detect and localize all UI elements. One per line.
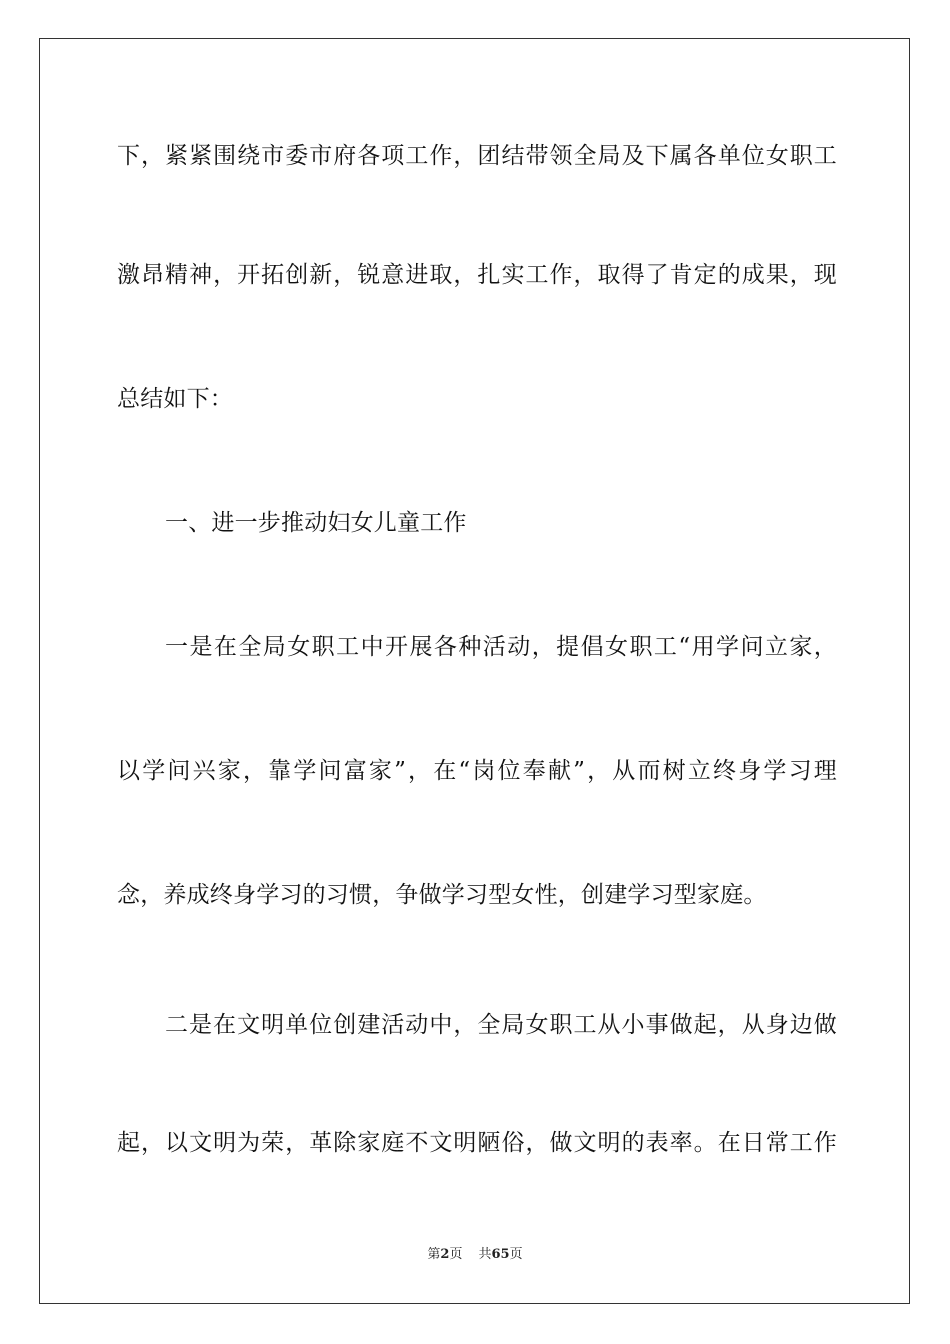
- section-heading: 一、进一步推动妇女儿童工作: [165, 510, 467, 536]
- page-border: [39, 38, 910, 1304]
- body-text-line-6: 以学问兴家，靠学问富家”，在“岗位奉献”，从而树立终身学习理: [117, 758, 837, 784]
- page-footer: [0, 1246, 950, 1264]
- body-text-line-8: 二是在文明单位创建活动中，全局女职工从小事做起，从身边做: [165, 1012, 837, 1038]
- body-text-line-2: 激昂精神，开拓创新，锐意进取，扎实工作，取得了肯定的成果，现: [117, 262, 837, 288]
- footer-total-suffix: 页: [509, 1247, 523, 1262]
- footer-page-prefix: 第: [427, 1247, 441, 1262]
- body-text-line-1: 下，紧紧围绕市委市府各项工作，团结带领全局及下属各单位女职工: [117, 143, 837, 169]
- footer-page-suffix: 页: [449, 1247, 463, 1262]
- body-text-line-7: 念，养成终身学习的习惯，争做学习型女性，创建学习型家庭。: [117, 882, 767, 908]
- footer-total-pages: 65: [491, 1247, 510, 1262]
- body-text-line-3: 总结如下：: [117, 386, 233, 412]
- footer-total-prefix: 共: [478, 1247, 492, 1262]
- footer-page-number: 2: [440, 1247, 450, 1262]
- body-text-line-5: 一是在全局女职工中开展各种活动，提倡女职工“用学问立家，: [165, 634, 837, 660]
- body-text-line-9: 起，以文明为荣，革除家庭不文明陋俗，做文明的表率。在日常工作: [117, 1130, 837, 1156]
